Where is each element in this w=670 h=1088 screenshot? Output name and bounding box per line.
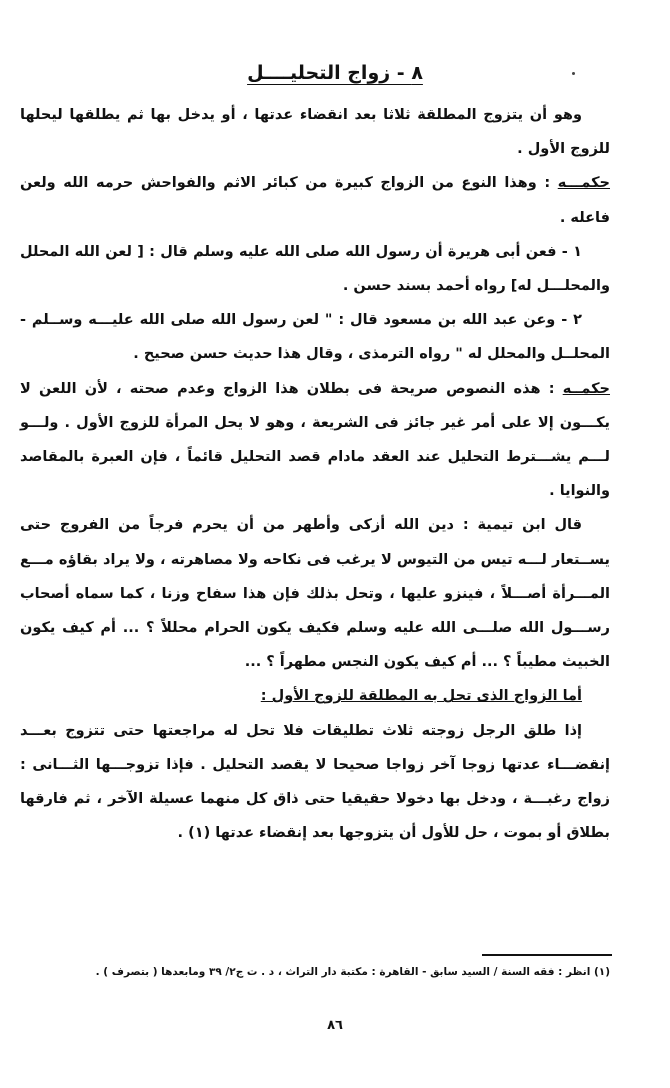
paragraph-ruling-2 <box>20 372 610 509</box>
footnote: (١) انظر : فقه السنة / السيد سابق - القاهرة : مكتبة دار التراث ، د . ت ج٢/ ٣٩ ومابعدها ( بتصرف ) . <box>95 966 610 978</box>
paragraph-definition: وهو أن يتزوج المطلقة ثلاثا بعد انقضاء عدتها ، أو يدخل بها ثم يطلقها ليحلها للزوج الأول . <box>20 107 610 158</box>
ruling-text-2: : هذه النصوص صريحة فى بطلان هذا الزواج وعدم صحته ، لأن اللعن لا يكـــون إلا على أمر غير جائز فى الشريعة ، وهو لا يحل المرأة للزوج الأول . ولـــو لـــم يشـــترط التحليل عند العقد مادام قصد التحليل قائماً ، فإن العبرة بالمقاصد والنوايا . <box>20 380 610 500</box>
subheading: أما الزواج الذى تحل به المطلقة للزوج الأول : <box>260 688 582 705</box>
ruling-text: : وهذا النوع من الزواج كبيرة من كبائر الاثم والفواحش حرمه الله ولعن فاعله . <box>20 175 610 226</box>
footnote-divider <box>482 954 612 956</box>
paragraph-hadith-1: ١ - فعن أبى هريرة أن رسول الله صلى الله عليه وسلم قال : [ لعن الله المحلل والمحلـــل له] رواه أحمد بسند حسن . <box>20 243 610 295</box>
paragraph-hadith-2: ٢ - وعن عبد الله بن مسعود قال : " لعن رسول الله صلى الله عليـــه وســلم - المحلــل والمحلل له " رواه الترمذى ، وقال هذا حديث حسن صحيح . <box>20 312 610 363</box>
body-text <box>20 98 610 850</box>
page-number: ٨٦ <box>327 1018 343 1033</box>
paragraph-valid-marriage: إذا طلق الرجل زوجته ثلاث تطليقات فلا تحل له مراجعتها حتى تتزوج بعـــد إنقضـــاء عدتها زوجا آخر زواجا صحيحا لا يقصد التحليل . فإذا تزوجـــها الثـــانى : زواج رغبـــة ، ودخل بها دخولا حقيقيا حتى ذاق كل منهما عسيلة الآخر ، ثم فارقها بطلاق أو بموت ، حل للأول أن يتزوجها بعد إنقضاء عدتها (١) . <box>20 722 610 842</box>
paragraph-ruling <box>20 166 610 234</box>
ruling-label: حكمـــه <box>557 175 610 192</box>
ruling-label-2: حكمــه <box>562 380 610 397</box>
section-title: ٨ - زواج التحليــــل <box>247 62 423 84</box>
paragraph-ibn-taymiyya: قال ابن تيمية : دين الله أزكى وأطهر من أن يحرم فرجاً من الفروج حتى يســتعار لـــه تيس من التيوس لا يرغب فى نكاحه ولا مصاهرته ، ولا يراد بقاؤه مـــع المـــرأة أصـــلاً ، فينزو عليها ، وتحل بذلك فإن هذا سفاح وزنا ، كما سماه أصحاب رســـول الله صلـــى الله عليه وسلم فكيف يكون الحرام محللاً ؟ ... أم كيف يكون الخبيث مطيباً ؟ ... أم كيف يكون النجس مطهراً ؟ ... <box>20 517 610 671</box>
